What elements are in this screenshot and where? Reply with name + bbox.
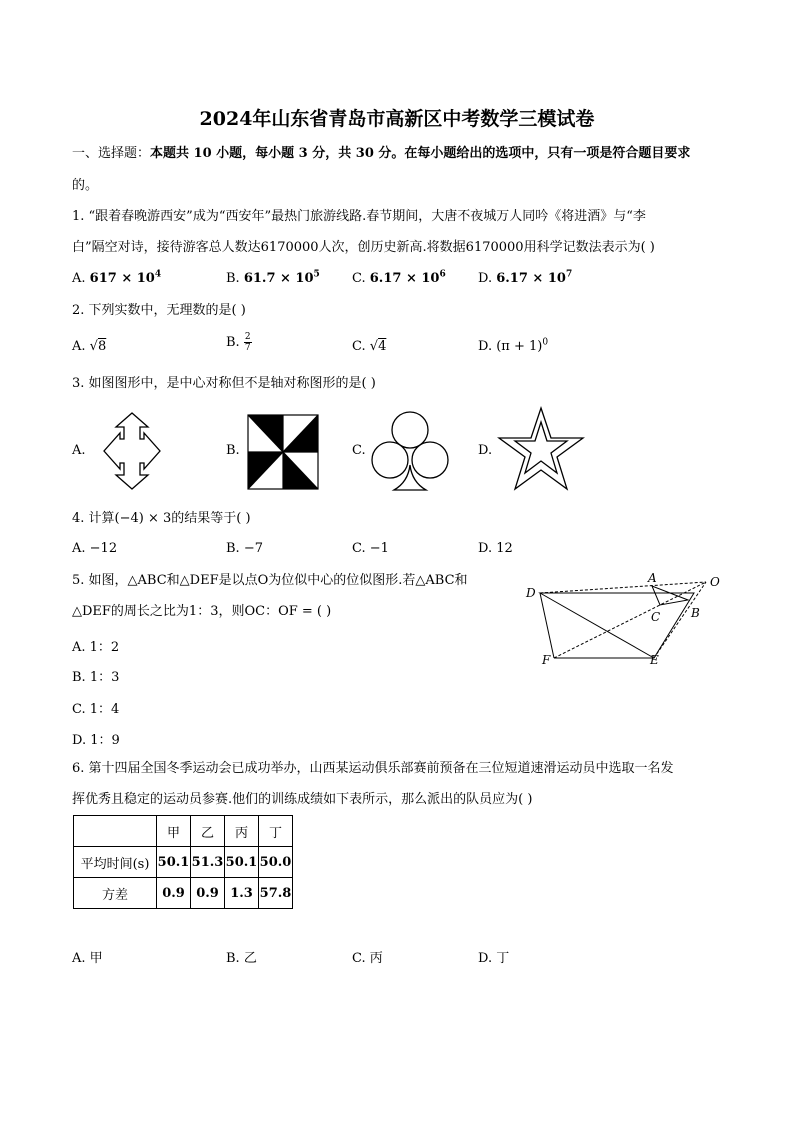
q3-option-d-label[interactable]: D. [478,443,493,458]
table-cell: 0.9 [191,878,225,909]
table-cell: 57.8 [259,878,293,909]
table-cell: 方差 [74,878,157,909]
point-label-f: F [542,653,551,667]
q3-stem: 3. 如图图形中，是中心对称但不是轴对称图形的是( ) [72,376,376,391]
q2-option-b[interactable]: B. $\frac{2}{7}$ [226,332,251,353]
table-row [74,878,293,909]
table-header-cell: 乙 [191,816,225,847]
table-header-row [74,816,293,847]
table-cell: 51.3 [191,847,225,878]
q3-option-a-label[interactable]: A. [72,443,86,458]
q5-option-a[interactable]: A. 1：2 [72,640,120,655]
q1-option-a[interactable]: A. $617 \times 10^4$ [72,269,162,286]
q1-stem-line2: 白”隔空对诗，接待游客总人数达6170000人次，创历史新高.将数据6170000用科学记数法表示为( ) [72,240,655,255]
page-title: 2024年山东省青岛市高新区中考数学三模试卷 [199,108,595,130]
table-header-cell: 甲 [157,816,191,847]
pinwheel-shape [247,411,321,491]
table-cell: 平均时间(s) [74,847,157,878]
q6-option-a[interactable]: A. 甲 [72,951,103,966]
q5-option-b[interactable]: B. 1：3 [72,670,120,685]
similar-triangles-figure [520,570,730,670]
table-cell: 50.1 [225,847,259,878]
q4-option-a[interactable]: A. −12 [72,541,118,556]
q6-stem-line2: 挥优秀且稳定的运动员参赛.他们的训练成绩如下表所示，那么派出的队员应为( ) [72,792,533,807]
q6-option-b[interactable]: B. 乙 [226,951,257,966]
q5-stem-line2: △DEF的周长之比为1：3，则OC：OF = ( ) [72,604,332,619]
q6-option-d[interactable]: D. 丁 [478,951,510,966]
section-header-cont: 的。 [72,178,99,193]
table-header-cell [74,816,157,847]
q2-stem: 2. 下列实数中，无理数的是( ) [72,303,246,318]
section-header [72,146,690,162]
q3-option-b-label[interactable]: B. [226,443,240,458]
club-shape [370,410,450,492]
q1-stem-line1: 1. “跟着春晚游西安”成为“西安年”最热门旅游线路.春节期间，大唐不夜城万人同吟《将进酒》与“李 [72,209,646,224]
q4-option-d[interactable]: D. 12 [478,541,513,556]
q1-option-b[interactable]: B. $61.7 \times 10^5$ [226,269,320,286]
sqrt-sign: √ [89,339,98,354]
four-arrow-shape [92,413,172,489]
section-prefix: 一、选择题： [72,146,151,161]
table-header-cell: 丙 [225,816,259,847]
table-cell: 50.1 [157,847,191,878]
point-label-a: A [648,571,657,585]
q1-option-d[interactable]: D. $6.17 \times 10^7$ [478,269,573,286]
q4-option-c[interactable]: C. −1 [352,541,389,556]
point-label-b: B [691,606,700,620]
q4-option-b[interactable]: B. −7 [226,541,263,556]
table-cell: 1.3 [225,878,259,909]
double-star-shape [496,406,586,492]
table-header-cell: 丁 [259,816,293,847]
q6-option-c[interactable]: C. 丙 [352,951,383,966]
q2-option-a[interactable]: A. √8 [72,339,107,354]
q5-option-c[interactable]: C. 1：4 [72,702,120,717]
table-cell: 0.9 [157,878,191,909]
table-cell: 50.0 [259,847,293,878]
table-row [74,847,293,878]
point-label-e: E [650,653,659,667]
q1-option-c[interactable]: C. $6.17 \times 10^6$ [352,269,446,286]
q4-stem: 4. 计算(−4) × 3的结果等于( ) [72,511,251,526]
training-results-table [73,815,293,909]
point-label-o: O [710,575,720,589]
q2-option-c[interactable]: C. √4 [352,339,387,354]
q6-stem-line1: 6. 第十四届全国冬季运动会已成功举办，山西某运动俱乐部赛前预备在三位短道速滑运动员中选取一名发 [72,761,674,776]
sqrt-sign: √ [369,339,379,354]
point-label-d: D [526,586,536,600]
q5-stem-line1: 5. 如图，△ABC和△DEF是以点O为位似中心的位似图形.若△ABC和 [72,573,468,588]
section-instructions: 本题共 10 小题，每小题 3 分，共 30 分。在每小题给出的选项中，只有一项是符合题目要求 [150,146,691,161]
q5-option-d[interactable]: D. 1：9 [72,733,120,748]
point-label-c: C [651,610,661,624]
q3-option-c-label[interactable]: C. [352,443,366,458]
q2-option-d[interactable]: D. $(\pi + 1)^0$ [478,337,549,354]
